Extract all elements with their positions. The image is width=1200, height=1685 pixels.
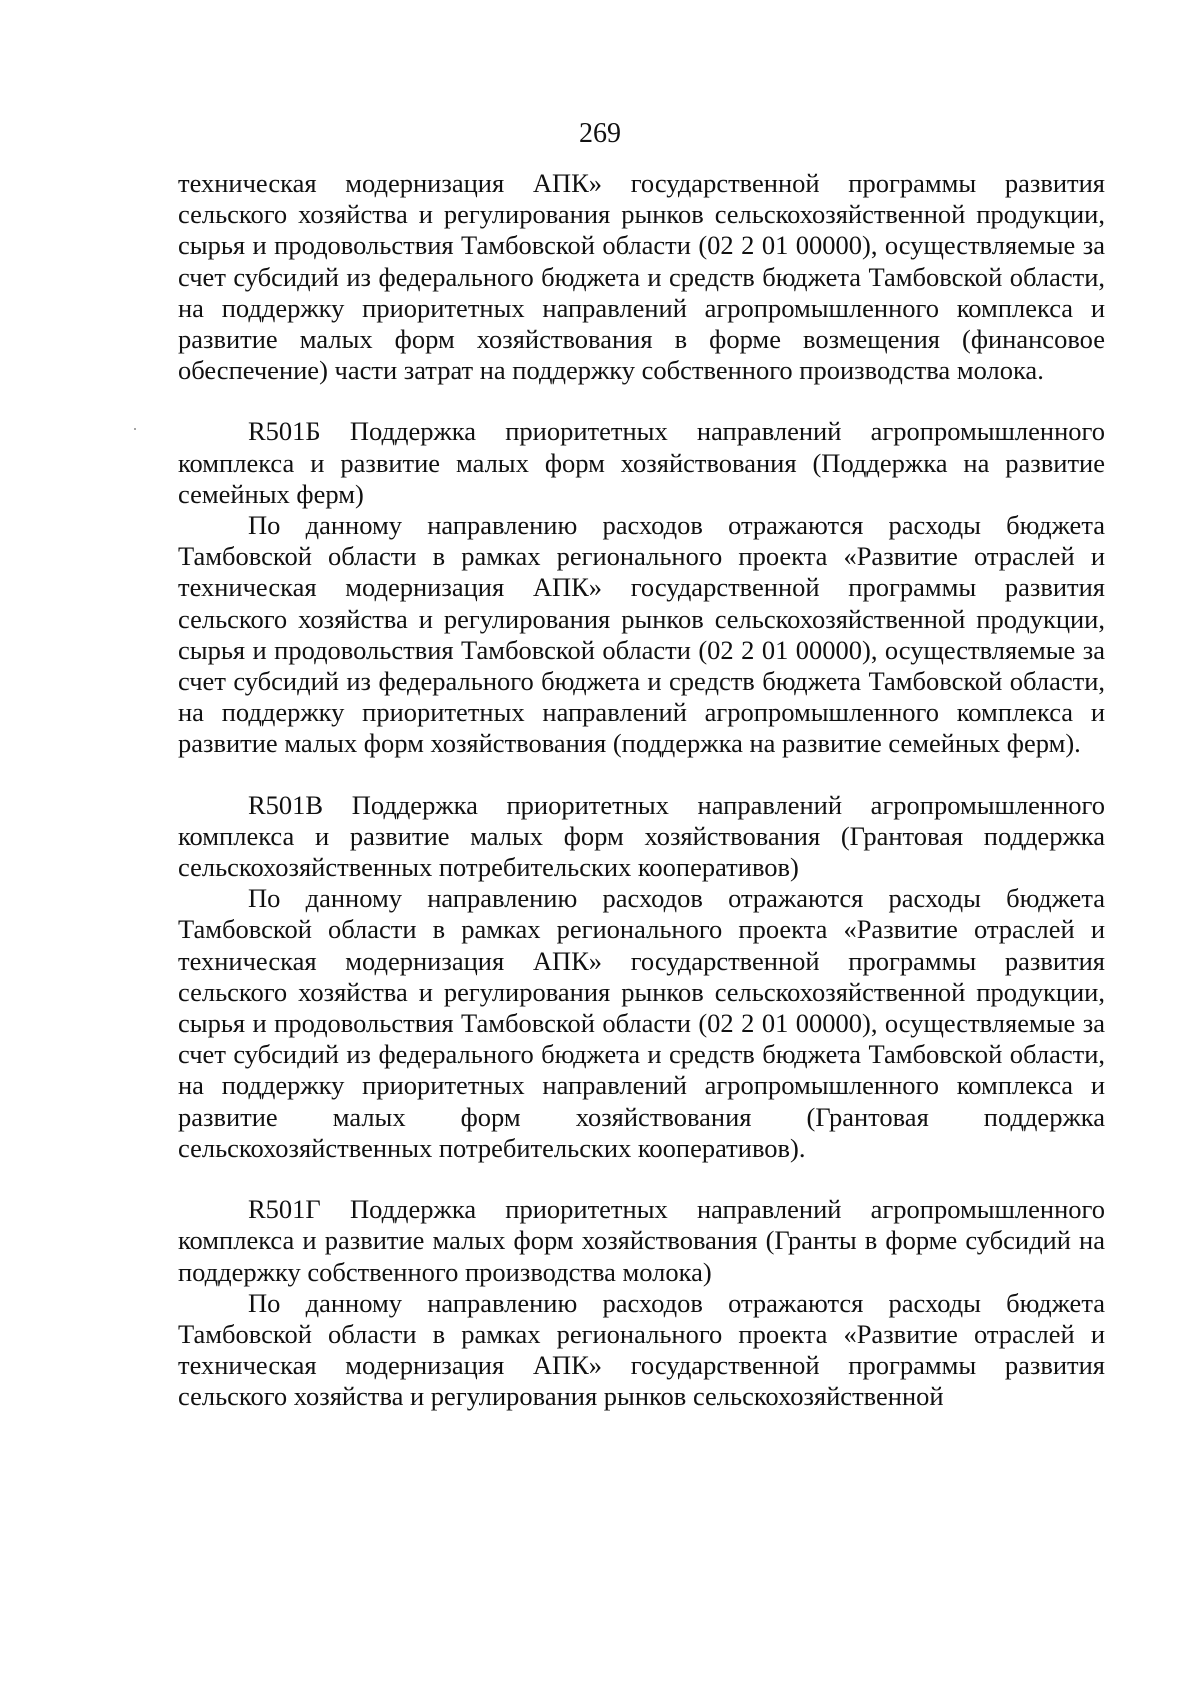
section-heading-r501v: R501В Поддержка приоритетных направлений агропромышленного комплекса и развитие малых форм хозяйствования (Грантовая поддержка сельскохозяйственных потребительских кооперативов) [178, 789, 1105, 883]
paragraph-continuation: техническая модернизация АПК» государственной программы развития сельского хозяйства и регулирования рынков сельскохозяйственной продукции, сырья и продовольствия Тамбовской области (02 2 01 00000), осуществляемые за счет субсидий из федерального бюджета и средств бюджета Тамбовской области, на поддержку приоритетных направлений агропромышленного комплекса и развитие малых форм хозяйствования в форме возмещения (финансовое обеспечение) части затрат на поддержку собственного производства молока. [178, 168, 1105, 386]
paragraph-r501v-description: По данному направлению расходов отражаются расходы бюджета Тамбовской области в рамках регионального проекта «Развитие отраслей и техническая модернизация АПК» государственной программы развития сельского хозяйства и регулирования рынков сельскохозяйственной продукции, сырья и продовольствия Тамбовской области (02 2 01 00000), осуществляемые за счет субсидий из федерального бюджета и средств бюджета Тамбовской области, на поддержку приоритетных направлений агропромышленного комплекса и развитие малых форм хозяйствования (Грантовая поддержка сельскохозяйственных потребительских кооперативов). [178, 883, 1105, 1163]
paragraph-r501b-description: По данному направлению расходов отражаются расходы бюджета Тамбовской области в рамках регионального проекта «Развитие отраслей и техническая модернизация АПК» государственной программы развития сельского хозяйства и регулирования рынков сельскохозяйственной продукции, сырья и продовольствия Тамбовской области (02 2 01 00000), осуществляемые за счет субсидий из федерального бюджета и средств бюджета Тамбовской области, на поддержку приоритетных направлений агропромышленного комплекса и развитие малых форм хозяйствования (поддержка на развитие семейных ферм). [178, 510, 1105, 759]
document-body [178, 168, 1105, 1413]
section-heading-r501b: R501Б Поддержка приоритетных направлений агропромышленного комплекса и развитие малых форм хозяйствования (Поддержка на развитие семейных ферм) [178, 416, 1105, 509]
scan-speck [134, 428, 136, 430]
section-heading-r501g: R501Г Поддержка приоритетных направлений агропромышленного комплекса и развитие малых форм хозяйствования (Гранты в форме субсидий на поддержку собственного производства молока) [178, 1194, 1105, 1287]
paragraph-r501g-description: По данному направлению расходов отражаются расходы бюджета Тамбовской области в рамках регионального проекта «Развитие отраслей и техническая модернизация АПК» государственной программы развития сельского хозяйства и регулирования рынков сельскохозяйственной [178, 1287, 1105, 1412]
page-number: 269 [579, 118, 621, 149]
